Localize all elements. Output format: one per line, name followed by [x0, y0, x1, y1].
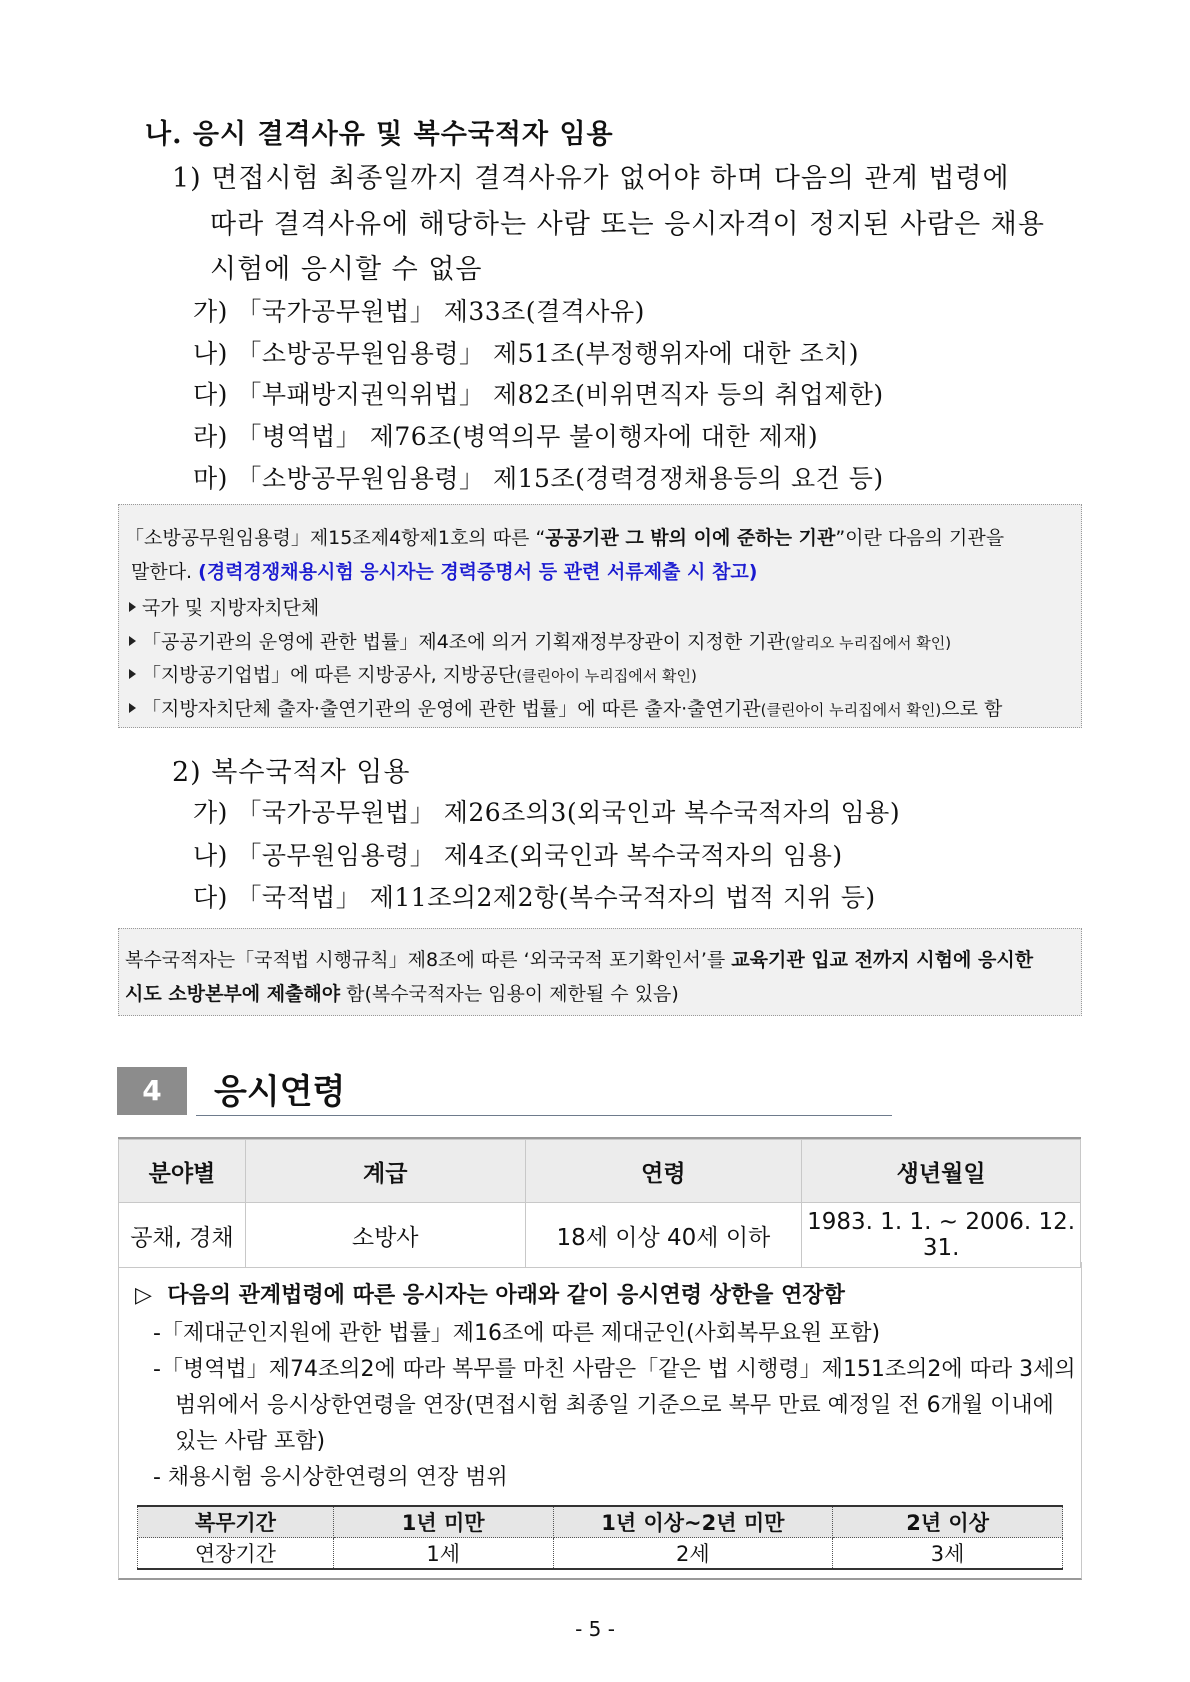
bullet-text: 「지방자치단체 출자·출연기관의 운영에 관한 법률」에 따른 출자·출연기관: [142, 698, 761, 720]
bullet-source: (알리오 누리집에서 확인): [785, 634, 952, 652]
bullet-tail: 으로 함: [941, 698, 1003, 720]
table-cell: 1983. 1. 1. ~ 2006. 12. 31.: [802, 1203, 1081, 1268]
box1-bullet: [129, 660, 697, 687]
box1-blue-note: (경력경쟁채용시험 응시자는 경력증명서 등 관련 서류제출 시 참고): [198, 561, 758, 583]
ext-row: [138, 1538, 1063, 1570]
table-header-row: [119, 1140, 1081, 1203]
table-cell: 공채, 경채: [119, 1203, 246, 1268]
age-table: [118, 1139, 1081, 1268]
table-header-cell: 계급: [245, 1140, 525, 1203]
ext-cell: 1세: [333, 1538, 553, 1570]
box2-line2: [125, 979, 679, 1006]
item2-title: 2) 복수국적자 임용: [172, 757, 411, 788]
table-row: [119, 1203, 1081, 1268]
table-header-cell: 생년월일: [802, 1140, 1081, 1203]
bullet-source: (클린아이 누리집에서 확인): [516, 667, 697, 685]
triangle-bullet-icon: [129, 669, 136, 679]
law-item: 라) 「병역법」 제76조(병역의무 불이행자에 대한 제재): [193, 422, 819, 451]
info-box-public-institutions: [118, 504, 1082, 728]
ext-header-cell: 1년 미만: [333, 1506, 553, 1538]
box2-text: 복수국적자는「국적법 시행규칙」제8조에 따른 ‘외국국적 포기확인서’를: [125, 949, 732, 971]
note-item: - 채용시험 응시상한연령의 연장 범위: [153, 1465, 508, 1490]
note-item: -「제대군인지원에 관한 법률」제16조에 따른 제대군인(사회복무요원 포함): [153, 1321, 881, 1346]
bullet-text: 「지방공기업법」에 따른 지방공사, 지방공단: [142, 664, 517, 686]
section-number-badge: 4: [117, 1067, 187, 1115]
law-item: 마) 「소방공무원임용령」 제15조(경력경쟁채용등의 요건 등): [193, 464, 884, 493]
table-header-cell: 분야별: [119, 1140, 246, 1203]
ext-cell: 3세: [833, 1538, 1063, 1570]
bullet-text: 국가 및 지방자치단체: [142, 597, 320, 619]
page-number: - 5 -: [575, 1617, 615, 1641]
triangle-outline-icon: ▷: [135, 1283, 152, 1308]
box1-text: 말한다.: [131, 561, 199, 583]
box1-bullet: [129, 694, 1002, 721]
ext-header-cell: 1년 이상~2년 미만: [553, 1506, 833, 1538]
ext-header-cell: 복무기간: [138, 1506, 334, 1538]
box1-bullet: [129, 593, 319, 620]
ext-cell: 연장기간: [138, 1538, 334, 1570]
ext-header-row: [138, 1506, 1063, 1538]
box1-line1: [125, 523, 1004, 550]
box1-line2: [131, 557, 757, 584]
triangle-bullet-icon: [129, 703, 136, 713]
section-underline: [196, 1115, 892, 1116]
box2-line1: [125, 945, 1033, 972]
extension-range-table: [137, 1505, 1063, 1570]
note-item: -「병역법」제74조의2에 따라 복무를 마친 사람은「같은 법 시행령」제151조의2에 따라 3세의: [153, 1357, 1076, 1382]
law-item: 가) 「국가공무원법」 제33조(결격사유): [193, 297, 645, 326]
box1-bullet: [129, 627, 951, 654]
law-item: 다) 「부패방지권익위법」 제82조(비위면직자 등의 취업제한): [193, 380, 884, 409]
note-heading-text: 다음의 관계법령에 따른 응시자는 아래와 같이 응시연령 상한을 연장함: [167, 1283, 845, 1308]
note-heading: [135, 1278, 845, 1309]
bullet-text: 「공공기관의 운영에 관한 법률」제4조에 의거 기획재정부장관이 지정한 기관: [142, 631, 785, 653]
law-item: 가) 「국가공무원법」 제26조의3(외국인과 복수국적자의 임용): [193, 798, 901, 827]
box2-text: 함(복수국적자는 임용이 제한될 수 있음): [340, 983, 679, 1005]
ext-header-cell: 2년 이상: [833, 1506, 1063, 1538]
box1-emphasis: 공공기관 그 밖의 이에 준하는 기관: [545, 527, 836, 549]
box1-text: 「소방공무원임용령」제15조제4항제1호의 따른 “: [125, 527, 546, 549]
item1-line1: 1) 면접시험 최종일까지 결격사유가 없어야 하며 다음의 관계 법령에: [172, 163, 1010, 194]
note-item-continuation: 범위에서 응시상한연령을 연장(면접시험 최종일 기준으로 복무 만료 예정일 전 6개월 이내에: [175, 1393, 1054, 1418]
ext-cell: 2세: [553, 1538, 833, 1570]
box2-emphasis: 교육기관 입교 전까지 시험에 응시한: [731, 949, 1034, 971]
law-item: 다) 「국적법」 제11조의2제2항(복수국적자의 법적 지위 등): [193, 883, 876, 912]
table-header-cell: 연령: [525, 1140, 802, 1203]
triangle-bullet-icon: [129, 636, 136, 646]
table-cell: 소방사: [245, 1203, 525, 1268]
item1-line2: 따라 결격사유에 해당하는 사람 또는 응시자격이 정지된 사람은 채용: [210, 209, 1045, 240]
law-item: 나) 「공무원임용령」 제4조(외국인과 복수국적자의 임용): [193, 841, 843, 870]
info-box-dual-nationality: [118, 928, 1082, 1016]
triangle-bullet-icon: [129, 602, 136, 612]
note-item-continuation: 있는 사람 포함): [175, 1429, 326, 1454]
box2-emphasis: 시도 소방본부에 제출해야: [125, 983, 341, 1005]
section-title: 응시연령: [214, 1072, 346, 1112]
box1-text: ”이란 다음의 기관을: [835, 527, 1005, 549]
table-cell: 18세 이상 40세 이하: [525, 1203, 802, 1268]
law-item: 나) 「소방공무원임용령」 제51조(부정행위자에 대한 조치): [193, 339, 860, 368]
section-heading: 나. 응시 결격사유 및 복수국적자 임용: [145, 119, 614, 150]
item1-line3: 시험에 응시할 수 없음: [210, 254, 483, 285]
bullet-source: (클린아이 누리집에서 확인): [760, 701, 942, 719]
